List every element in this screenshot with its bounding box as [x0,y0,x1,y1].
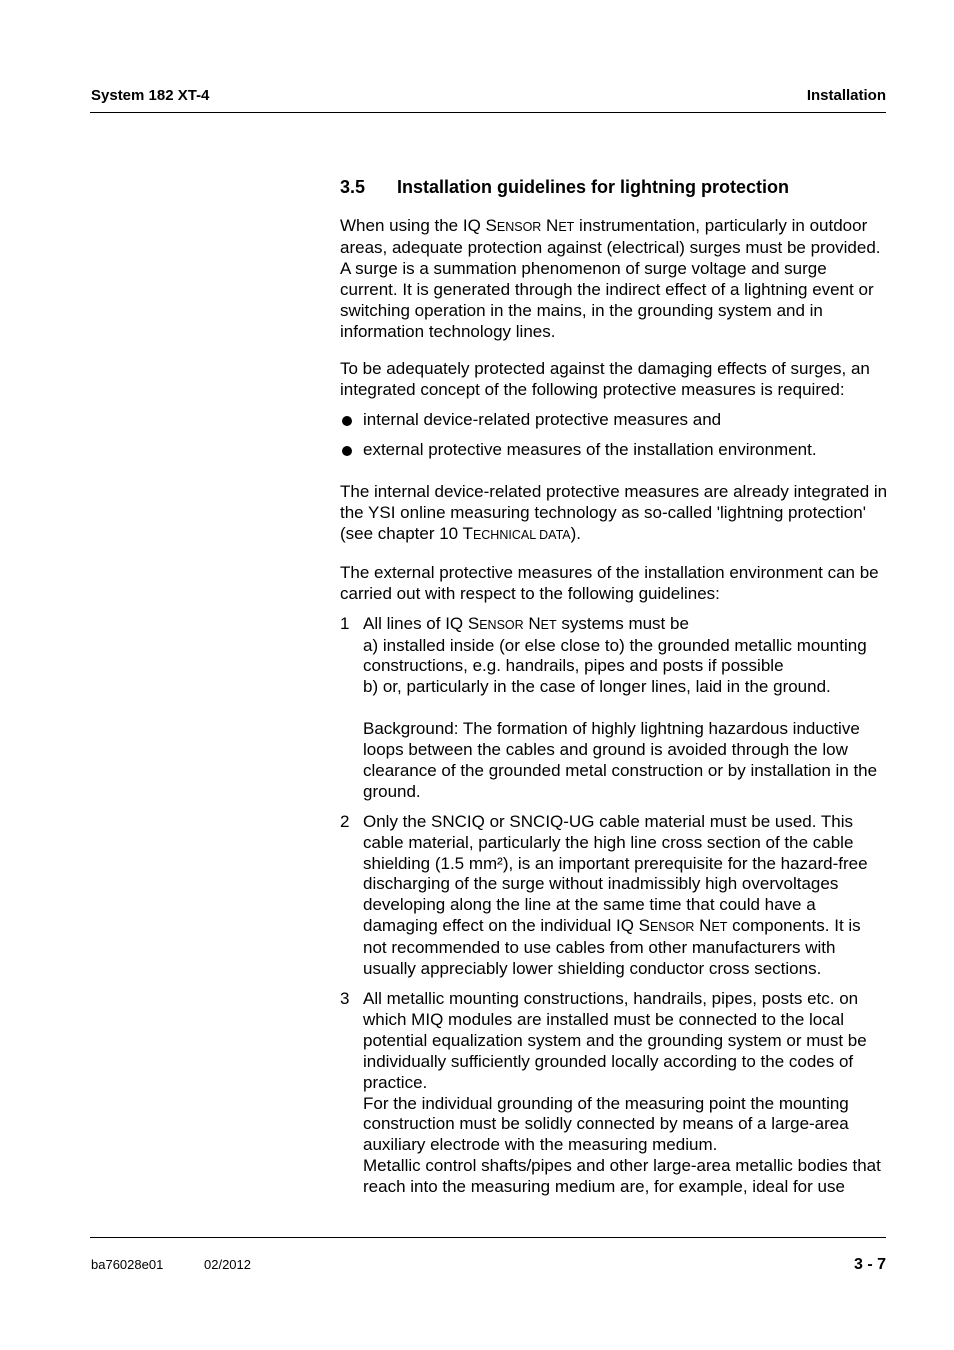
section-number: 3.5 [340,177,366,197]
bullet-list [340,410,888,461]
small-caps-run: ENSOR [496,220,542,234]
list-item [340,440,888,461]
paragraph-external: The external protective measures of the installation environment can be carried out with respect to the following guidelines: [340,562,879,603]
text-run: systems must be [556,613,689,633]
small-caps-run: ET [540,617,557,632]
document-date: 02/2012 [204,1257,251,1272]
text-run: The internal device-related protective measures are already integrated in the YSI online measuring technology as so-called 'lightning protection' (see chapter 10 [340,482,888,543]
text-run: T [462,523,473,543]
small-caps-run: ET [558,220,575,234]
paragraph-internal [340,482,888,546]
section-title: Installation guidelines for lightning protection [397,177,789,197]
list-item [340,410,888,431]
text-run: S [638,916,650,936]
text-run: S [485,216,497,235]
list-item [340,812,888,980]
main-content [340,176,888,1207]
header-divider [90,112,886,113]
paragraph-measures: To be adequately protected against the damaging effects of surges, an integrated concept of the following protective measures is required: [340,359,870,400]
text-run: N [541,216,559,235]
list-item [340,614,888,803]
text-run: ). [570,523,582,543]
text-run: All metallic mounting constructions, handrails, pipes, posts etc. on which MIQ modules are installed must be connected to the local potential equalization system and the grounding system or must be individually sufficiently grounded locally according to the codes of practice. [363,988,867,1092]
text-run: All lines of IQ [363,613,468,633]
footer-divider [90,1237,886,1238]
bullet-icon [342,446,352,456]
text-run: a) installed inside (or else close to) the grounded metallic mounting constructions, e.g. handrails, pipes and posts if possible [363,635,867,676]
small-caps-run: ENSOR [479,617,524,632]
small-caps-run: ENSOR [650,920,695,935]
text-run: b) or, particularly in the case of longer lines, laid in the ground. [363,677,831,697]
text-run: Only the SNCIQ or SNCIQ-UG cable material must be used. This cable material, particularly the high line cross section of the cable shielding (1.5 mm²), is an important prerequisite for the hazard-free discharging of the surge without inadmissibly high overvoltages developing along the line at the same time that could have a damaging effect on the individual IQ [363,811,868,936]
text-run: components. It is not recommended to use cables from other manufacturers with usually appreciably lower shielding conductor cross sections. [363,916,861,979]
running-header-title: System 182 XT-4 [91,87,210,104]
list-item-text: internal device-related protective measures and [363,410,722,430]
step-number: 3 [340,988,350,1008]
bullet-icon [342,416,352,426]
running-header-chapter: Installation [806,87,886,104]
document-number: ba76028e01 [91,1257,164,1272]
paragraph-intro [340,216,888,342]
step-number: 2 [340,811,350,831]
small-caps-run: ECHNICAL DATA [472,527,571,542]
step-number: 1 [340,613,350,633]
text-run: Metallic control shafts/pipes and other large-area metallic bodies that reach into the measuring medium are, for example, ideal for use [363,1156,881,1197]
text-run: N [694,916,712,936]
list-item-text: external protective measures of the installation environment. [363,440,817,460]
text-run: instrumentation, particularly in outdoor areas, adequate protection against (electrical) surges must be provided. A surge is a summation phenomenon of surge voltage and surge current. It is generated through the indirect effect of a lightning event or switching operation in the mains, in the grounding system and in information technology lines. [340,216,881,341]
text-run: Background: The formation of highly lightning hazardous inductive loops between the cables and ground is avoided through the low clearance of the grounded metal construction or by installation in the ground. [363,719,878,801]
page-number: 3 - 7 [853,1256,886,1273]
text-run: When using the IQ [340,216,486,235]
small-caps-run: ET [711,920,728,935]
section-heading [340,176,888,198]
text-run: S [467,613,480,633]
text-run: For the individual grounding of the measuring point the mounting construction must be solidly connected by means of a large-area auxiliary electrode with the measuring medium. [363,1093,849,1155]
guideline-list [340,614,888,1198]
text-run: N [523,613,541,633]
list-item [340,989,888,1198]
